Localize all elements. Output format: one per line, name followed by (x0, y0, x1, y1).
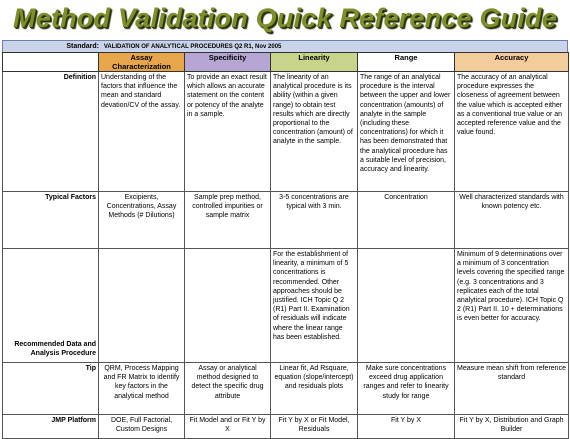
cell-jmp-assay: DOE, Full Factorial, Custom Designs (99, 415, 185, 439)
row-label-recommended: Recommended Data and Analysis Procedure (3, 249, 99, 363)
header-row (3, 53, 569, 72)
col-header-range: Range (358, 53, 455, 72)
row-definition (3, 72, 569, 192)
title-banner (0, 0, 570, 38)
cell-definition-linearity: The linearity of an analytical procedure is its ability (within a given range) to obtain test results which are directly proportional to the concentration (amount) of analyte in the sample. (271, 72, 358, 192)
cell-tip-range: Make sure concentrations exceed drug application ranges and refer to linearity study for range (358, 363, 455, 415)
cell-definition-specificity: To provide an exact result which allows an accurate statement on the content or potency of the analyte in a sample. (185, 72, 271, 192)
cell-factors-accuracy: Well characterized standards with known potency etc. (455, 192, 569, 249)
cell-jmp-accuracy: Fit Y by X, Distribution and Graph Builder (455, 415, 569, 439)
cell-tip-specificity: Assay or analytical method designed to detect the specific drug attribute (185, 363, 271, 415)
reference-table (2, 52, 569, 439)
cell-factors-linearity: 3-5 concentrations are typical with 3 min. (271, 192, 358, 249)
col-header-linearity: Linearity (271, 53, 358, 72)
row-tip (3, 363, 569, 415)
standard-value: VALIDATION OF ANALYTICAL PROCEDURES Q2 R1, Nov 2005 (103, 44, 282, 50)
cell-tip-accuracy: Measure mean shift from reference standard (455, 363, 569, 415)
cell-tip-assay: QRM, Process Mapping and FR Matrix to identify key factors in the analytical method (99, 363, 185, 415)
row-label-typical-factors: Typical Factors (3, 192, 99, 249)
row-typical-factors (3, 192, 569, 249)
cell-definition-assay: Understanding of the factors that influence the mean and standard devation/CV of the assay. (99, 72, 185, 192)
row-recommended (3, 249, 569, 363)
row-label-definition: Definition (3, 72, 99, 192)
page-title: Method Validation Quick Reference Guide (13, 3, 557, 33)
cell-recommended-specificity (185, 249, 271, 363)
col-header-assay: Assay Characterization (99, 53, 185, 72)
row-label-jmp: JMP Platform (3, 415, 99, 439)
cell-recommended-assay (99, 249, 185, 363)
cell-jmp-specificity: Fit Model and or Fit Y by X (185, 415, 271, 439)
cell-recommended-linearity: For the establishment of linearity, a minimum of 5 concentrations is recommended. Other approaches should be justified. ICH Topic Q 2 (R1) Part II. Examination of residuals will indicate where the linear range has been established. (271, 249, 358, 363)
row-label-tip: Tip (3, 363, 99, 415)
row-jmp (3, 415, 569, 439)
cell-tip-linearity: Linear fit, Ad Rsquare, equation (slope/intercept) and residuals plots (271, 363, 358, 415)
cell-factors-range: Concentration (358, 192, 455, 249)
header-corner (3, 53, 99, 72)
cell-definition-accuracy: The accuracy of an analytical procedure expresses the closeness of agreement between the value which is accepted either as a conventional true value or an accepted reference value and the value found. (455, 72, 569, 192)
col-header-specificity: Specificity (185, 53, 271, 72)
cell-jmp-linearity: Fit Y by X or Fit Model, Residuals (271, 415, 358, 439)
cell-recommended-accuracy: Minimum of 9 determinations over a minimum of 3 concentration levels covering the specified range (e.g. 3 concentrations and 3 replicates each of the total analytical procedure). ICH Topic Q 2 (R1) Part II. 10 + determinations is even better for accuracy. (455, 249, 569, 363)
standard-label: Standard: (66, 43, 99, 50)
cell-factors-assay: Excipients, Concentrations, Assay Methods (# Dilutions) (99, 192, 185, 249)
cell-factors-specificity: Sample prep method, controlled impurities or sample matrix (185, 192, 271, 249)
cell-jmp-range: Fit Y by X (358, 415, 455, 439)
cell-definition-range: The range of an analytical procedure is the interval between the upper and lower concentration (amounts) of analyte in the sample (including these concentrations) for which it has been demonstrated that the analytical procedure has a suitable level of precision, accuracy and linearity. (358, 72, 455, 192)
col-header-accuracy: Accuracy (455, 53, 569, 72)
cell-recommended-range (358, 249, 455, 363)
